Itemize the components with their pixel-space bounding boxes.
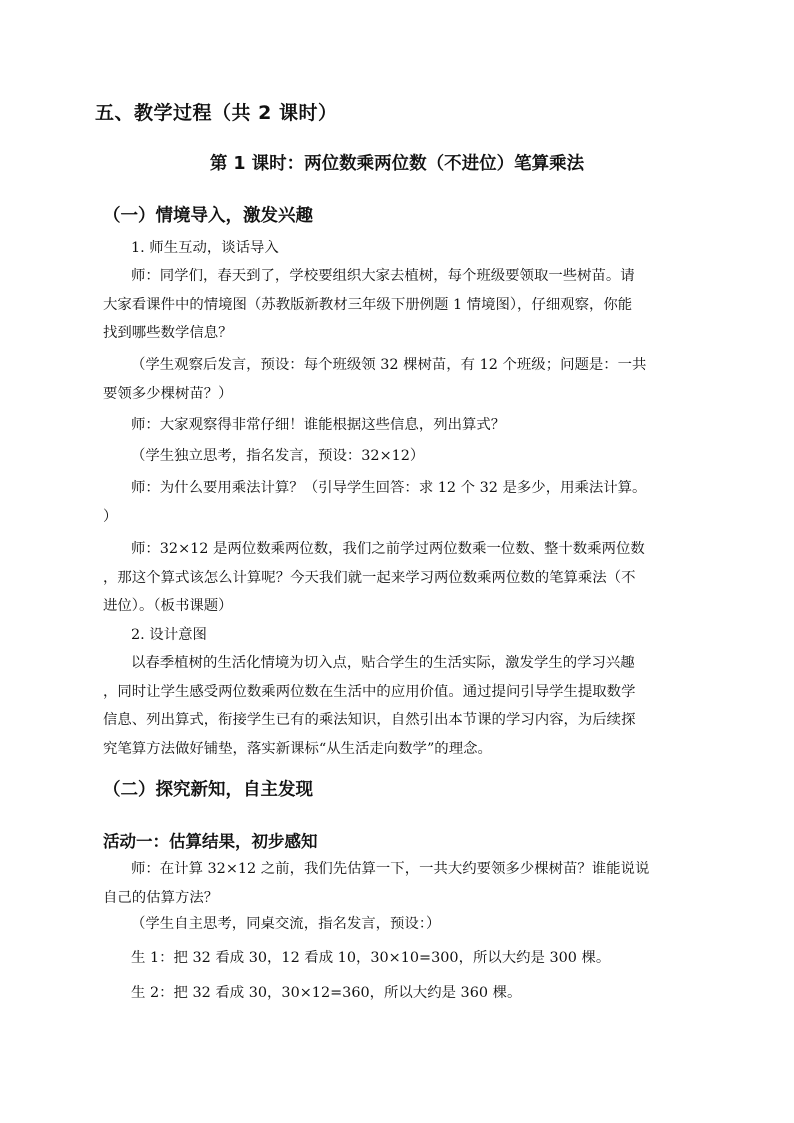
lesson-title: 第 1 课时：两位数乘两位数（不进位）笔算乘法 <box>209 154 585 174</box>
part2-teacher-paragraph-1 <box>103 855 701 912</box>
line: 自己的估算方法？ <box>103 889 219 906</box>
line: 以春季植树的生活化情境为切入点，贴合学生的生活实际，激发学生的学习兴趣 <box>131 655 635 671</box>
line: ） <box>103 508 118 525</box>
activity1-heading: 活动一：估算结果，初步感知 <box>103 832 318 851</box>
line: （学生观察后发言，预设：每个班级领 32 棵树苗，有 12 个班级；问题是：一共 <box>131 357 647 373</box>
teacher-paragraph-2: 师：大家观察得非常仔细！谁能根据这些信息，列出算式？ <box>131 417 506 433</box>
line: 要领多少棵树苗？） <box>103 385 233 402</box>
line: 进位）。（板书课题） <box>103 598 233 614</box>
teacher-paragraph-1 <box>103 262 701 348</box>
part1-heading: （一）情境导入，激发兴趣 <box>103 206 313 226</box>
line: ，同时让学生感受两位数乘两位数在生活中的应用价值。通过提问引导学生提取数学 <box>103 683 636 700</box>
student-paragraph-2: （学生独立思考，指名发言，预设：32×12） <box>131 448 425 464</box>
line: ，那这个算式该怎么计算呢？今天我们就一起来学习两位数乘两位数的笔算乘法（不 <box>103 569 636 586</box>
part2-heading: （二）探究新知，自主发现 <box>103 780 313 800</box>
line: 信息、列出算式，衔接学生已有的乘法知识，自然引出本节课的学习内容，为后续探 <box>103 712 636 728</box>
teacher-paragraph-3 <box>103 474 701 531</box>
line: 找到哪些数学信息？ <box>103 325 233 341</box>
line: 师：在计算 32×12 之前，我们先估算一下，一共大约要领多少棵树苗？谁能说说 <box>131 861 650 877</box>
line: 师：32×12 是两位数乘两位数，我们之前学过两位数乘一位数、整十数乘两位数 <box>131 541 645 557</box>
line: 究笔算方法做好铺垫，落实新课标“从生活走向数学”的理念。 <box>103 740 492 757</box>
student-answer-2: 生 2：把 32 看成 30，30×12=360，所以大约是 360 棵。 <box>131 985 522 1001</box>
student-intro: （学生自主思考，同桌交流，指名发言，预设：） <box>131 916 441 932</box>
item2-title: 2. 设计意图 <box>131 627 207 643</box>
line: 师：同学们，春天到了，学校要组织大家去植树，每个班级要领取一些树苗。请 <box>131 268 635 284</box>
student-paragraph-1 <box>103 351 701 408</box>
teacher-paragraph-4 <box>103 535 701 621</box>
section-title: 五、教学过程（共 2 课时） <box>95 102 338 124</box>
line: 大家看课件中的情境图（苏教版新教材三年级下册例题 1 情境图），仔细观察，你能 <box>103 296 633 313</box>
student-answer-1: 生 1：把 32 看成 30，12 看成 10，30×10=300，所以大约是 300 棵。 <box>131 950 611 966</box>
design-paragraph <box>103 649 701 763</box>
item1-title: 1. 师生互动，谈话导入 <box>131 240 279 256</box>
line: 师：为什么要用乘法计算？（引导学生回答：求 12 个 32 是多少，用乘法计算。 <box>131 480 647 496</box>
